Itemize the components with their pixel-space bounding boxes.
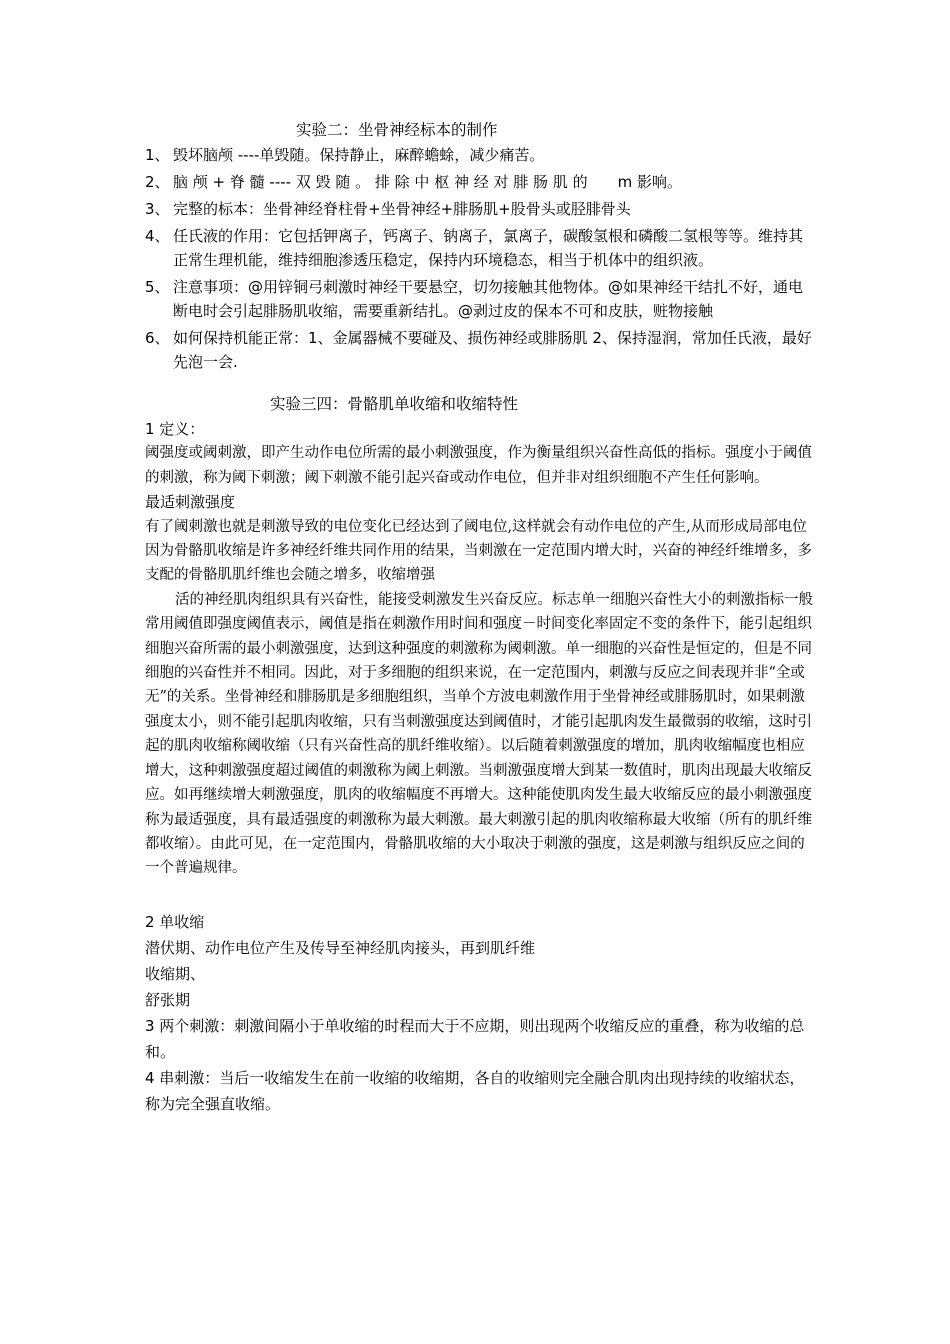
list-number: 4、 (145, 227, 170, 245)
list-number: 2、 (145, 173, 170, 191)
definition-heading: 1 定义： (145, 420, 205, 438)
list-item (145, 197, 815, 221)
list-item (145, 143, 815, 167)
relaxation-period-line: 舒张期 (145, 990, 191, 1009)
train-stimuli-paragraph: 4 串刺激：当后一收缩发生在前一收缩的收缩期，各自的收缩则完全融合肌肉出现持续的收缩状态，称为完全强直收缩。 (145, 1068, 805, 1113)
threshold-paragraph: 阈强度或阈刺激，即产生动作电位所需的最小刺激强度，作为衡量组织兴奋性高低的指标。强度小于阈值的刺激，称为阈下刺激；阈下刺激不能引起兴奋或动作电位，但并非对组织细胞不产生任何影响。 (145, 445, 812, 486)
local-potential-paragraph: 有了阈刺激也就是刺激导致的电位变化已经达到了阈电位,这样就会有动作电位的产生,从而形成局部电位 (145, 518, 807, 535)
list-number: 6、 (145, 329, 170, 347)
list-text: 任氏液的作用：它包括钾离子，钙离子、钠离子，氯离子，碳酸氢根和磷酸二氢根等等。维持其正常生理机能，维持细胞渗透压稳定，保持内环境稳态，相当于机体中的组织液。 (173, 227, 804, 269)
experiment-2-title: 实验二：坐骨神经标本的制作 (296, 121, 498, 139)
contraction-period-line: 收缩期、 (145, 964, 206, 983)
list-item (145, 170, 815, 194)
experiment-34-title: 实验三四：骨骼肌单收缩和收缩特性 (270, 395, 519, 413)
latent-period-line: 潜伏期、动作电位产生及传导至神经肌肉接头，再到肌纤维 (145, 938, 536, 957)
two-stimuli-paragraph: 3 两个刺激：刺激间隔小于单收缩的时程而大于不应期，则出现两个收缩反应的重叠，称为收缩的总和。 (145, 1016, 805, 1061)
list-text: 毁坏脑颅 ----单毁随。保持静止，麻醉蟾蜍，减少痛苦。 (173, 146, 545, 164)
list-text: 完整的标本：坐骨神经脊柱骨+坐骨神经+腓肠肌+股骨头或胫腓骨头 (173, 200, 631, 218)
list-item (145, 326, 815, 374)
excitability-paragraph: 活的神经肌肉组织具有兴奋性，能接受刺激发生兴奋反应。标志单一细胞兴奋性大小的刺激指标一般常用阈值即强度阈值表示，阈值是指在刺激作用时间和强度－时间变化率固定不变的条件下，能引起组织细胞兴奋所需的最小刺激强度，达到这种强度的刺激称为阈刺激。单一细胞的兴奋性是恒定的，但是不同细胞的兴奋性并不相同。因此，对于多细胞的组织来说，在一定范围内，刺激与反应之间表现并非“全或无”的关系。坐骨神经和腓肠肌是多细胞组织，当单个方波电刺激作用于坐骨神经或腓肠肌时，如果刺激强度太小，则不能引起肌肉收缩，只有当刺激强度达到阈值时，才能引起肌肉发生最微弱的收缩，这时引起的肌肉收缩称阈收缩（只有兴奋性高的肌纤维收缩）。以后随着刺激强度的增加，肌肉收缩幅度也相应增大，这种刺激强度超过阈值的刺激称为阈上刺激。当刺激强度增大到某一数值时，肌肉出现最大收缩反应。如再继续增大刺激强度，肌肉的收缩幅度不再增大。这种能使肌肉发生最大收缩反应的最小刺激强度称为最适强度，具有最适强度的刺激称为最大刺激。最大刺激引起的肌肉收缩称最大收缩（所有的肌纤维都收缩）。由此可见，在一定范围内，骨骼肌收缩的大小取决于刺激的强度，这是刺激与组织反应之间的一个普遍规律。 (145, 591, 813, 877)
experiment-2-list (145, 143, 815, 374)
list-text: 如何保持机能正常：1、金属器械不要碰及、损伤神经或腓肠肌 2、保持湿润，常加任氏液，最好先泡一会. (173, 329, 812, 371)
nerve-fibers-paragraph: 因为骨骼肌收缩是许多神经纤维共同作用的结果，当刺激在一定范围内增大时，兴奋的神经纤维增多，多支配的骨骼肌肌纤维也会随之增多，收缩增强 (145, 543, 812, 584)
optimal-stimulus-heading: 最适刺激强度 (145, 493, 236, 512)
list-number: 1、 (145, 146, 170, 164)
list-text: 注意事项：@用锌铜弓刺激时神经干要悬空，切勿接触其他物体。@如果神经干结扎不好，通电断电时会引起腓肠肌收缩，需要重新结扎。@剥过皮的保本不可和皮肤，赃物接触 (173, 278, 804, 320)
list-number: 3、 (145, 200, 170, 218)
list-item (145, 275, 815, 323)
list-number: 5、 (145, 278, 170, 296)
list-text: 脑 颅 + 脊 髓 ---- 双 毁 随 。 排 除 中 枢 神 经 对 腓 肠 肌 的 m 影响。 (173, 173, 682, 191)
single-twitch-heading: 2 单收缩 (145, 912, 205, 931)
list-item (145, 224, 815, 272)
experiment-34-body (145, 417, 815, 1117)
